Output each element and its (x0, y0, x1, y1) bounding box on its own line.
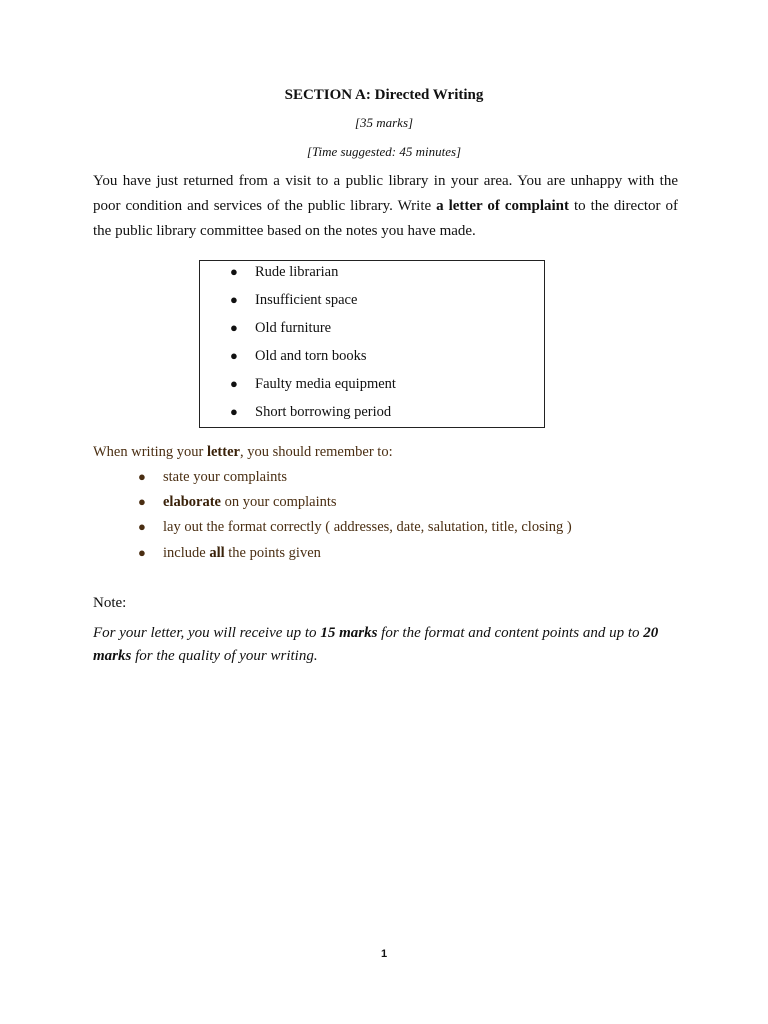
bullet-icon: ● (138, 469, 146, 484)
marks-label: [35 marks] (354, 115, 414, 130)
bullet-icon: ● (230, 376, 238, 391)
bullet-icon: ● (138, 494, 146, 509)
document-page: SECTION A: Directed Writing [35 marks] [Time suggested: 45 minutes] You have just returned from a visit to a public library in your area. You are unhappy with the poor condition and services of the public library. Write a letter of complaint to the director of the public library committee based on the notes you have made. ● Rude librarian ● Insufficient space ● Old furniture ● Old and torn books ● Faulty media equipment ● Short borrowing period When writing your letter, you should remember to: ● state your complaints ● elaborate on your complaints ● lay out the format correctly ( addresses, date, salutation, title, closing ) ● include all the points given Note: For your letter, you will receive up to 15 marks for the format and content points and up to 20 marks for the quality of your writing. 1 (0, 0, 768, 1024)
notes-box: ● Rude librarian ● Insufficient space ● Old furniture ● Old and torn books ● Faulty media equipment ● Short borrowing period (199, 260, 545, 428)
page-number: 1 (380, 948, 388, 960)
note-label: Note: (93, 595, 127, 611)
intro-text-part2: to the director of the public library committee based on the notes you have made. (93, 198, 678, 239)
section-title: SECTION A: Directed Writing (284, 87, 484, 103)
bullet-icon: ● (230, 292, 238, 307)
intro-text-bold: a letter of complaint (436, 198, 570, 214)
bullet-icon: ● (230, 264, 238, 279)
bullet-icon: ● (138, 545, 146, 560)
time-suggested-label: [Time suggested: 45 minutes] (306, 144, 462, 159)
note-text: For your letter, you will receive up to 15 marks for the format and content points and up to 20 marks for the quality of your writing. (93, 625, 659, 664)
intro-text-part1: You have just returned from a visit to a public library in your area. You are unhappy with the poor condition and services of the public library. Write (93, 173, 678, 214)
bullet-icon: ● (230, 320, 238, 335)
task-instructions (93, 169, 678, 244)
remember-intro: When writing your letter, you should remember to: (93, 444, 393, 460)
bullet-icon: ● (230, 348, 238, 363)
bullet-icon: ● (230, 404, 238, 419)
bullet-icon: ● (138, 519, 146, 534)
